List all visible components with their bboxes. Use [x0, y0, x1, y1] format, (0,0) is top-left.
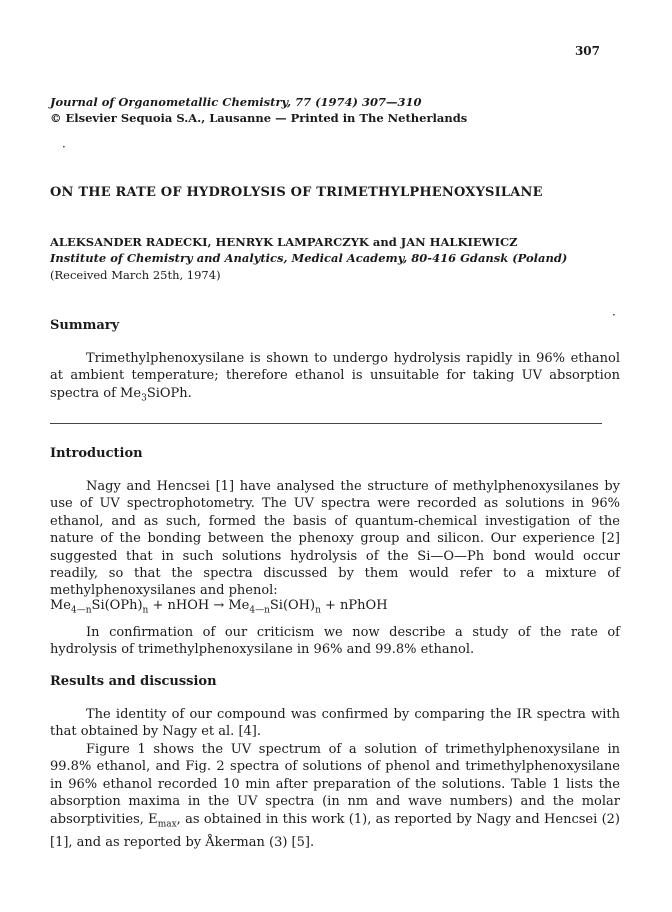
hydrolysis-equation: $Me_{4—n}Si(OPh)_n$ + nHOH → $Me_{4—n}Si(OH)_n$ + nPhOH: [50, 598, 388, 616]
summary-text: Trimethylphenoxysilane is shown to undergo hydrolysis rapidly in 96% ethanol at ambient temperature; therefore ethanol is unsuitable for taking UV absorption spectra of $Me_3SiOPh$.: [50, 351, 620, 404]
paper-title: ON THE RATE OF HYDROLYSIS OF TRIMETHYLPHENOXYSILANE: [50, 185, 543, 200]
speck-mark: ·: [612, 308, 616, 322]
results-paragraph: Figure 1 shows the UV spectrum of a solution of trimethylphenoxysilane in 99.8% ethanol, and Fig. 2 spectra of solutions of phenol and trimethylphenoxysilane in 96% ethanol recorded 10 min after preparation of the solutions. Table 1 lists the absorption maxima in the UV spectra (in nm and wave numbers) and the molar absorptivities, $E_{max}$, as obtained in this work (1), as reported by Nagy and Hencsei (2) [1], and as reported by Åkerman (3) [5].: [50, 742, 620, 850]
received-date: (Received March 25th, 1974): [50, 268, 221, 282]
results-paragraph: The identity of our compound was confirmed by comparing the IR spectra with that obtained by Nagy et al. [4].: [50, 707, 620, 740]
author-list: ALEKSANDER RADECKI, HENRYK LAMPARCZYK and JAN HALKIEWICZ: [50, 235, 518, 249]
introduction-heading: Introduction: [50, 446, 143, 461]
introduction-paragraph: Nagy and Hencsei [1] have analysed the structure of methylphenoxysilanes by use of UV spectrophotometry. The UV spectra were recorded as solutions in 96% ethanol, and as such, formed the basis of quantum-chemical investigation of the nature of the bonding between the phenoxy group and silicon. Our experience [2] suggested that in such solutions hydrolysis of the Si—O—Ph bond would occur readily, so that the spectra discussed by them would refer to a mixture of methylphenoxysilanes and phenol:: [50, 479, 620, 599]
speck-mark: ·: [62, 140, 66, 154]
section-divider: [50, 423, 602, 424]
journal-citation: Journal of Organometallic Chemistry, 77 (1974) 307—310: [50, 95, 422, 109]
page-number: 307: [574, 44, 600, 58]
results-heading: Results and discussion: [50, 674, 217, 689]
introduction-paragraph: In confirmation of our criticism we now describe a study of the rate of hydrolysis of trimethylphenoxysilane in 96% and 99.8% ethanol.: [50, 625, 620, 658]
affiliation: Institute of Chemistry and Analytics, Medical Academy, 80-416 Gdansk (Poland): [50, 251, 568, 265]
summary-heading: Summary: [50, 318, 120, 333]
copyright-line: © Elsevier Sequoia S.A., Lausanne — Printed in The Netherlands: [50, 111, 468, 125]
